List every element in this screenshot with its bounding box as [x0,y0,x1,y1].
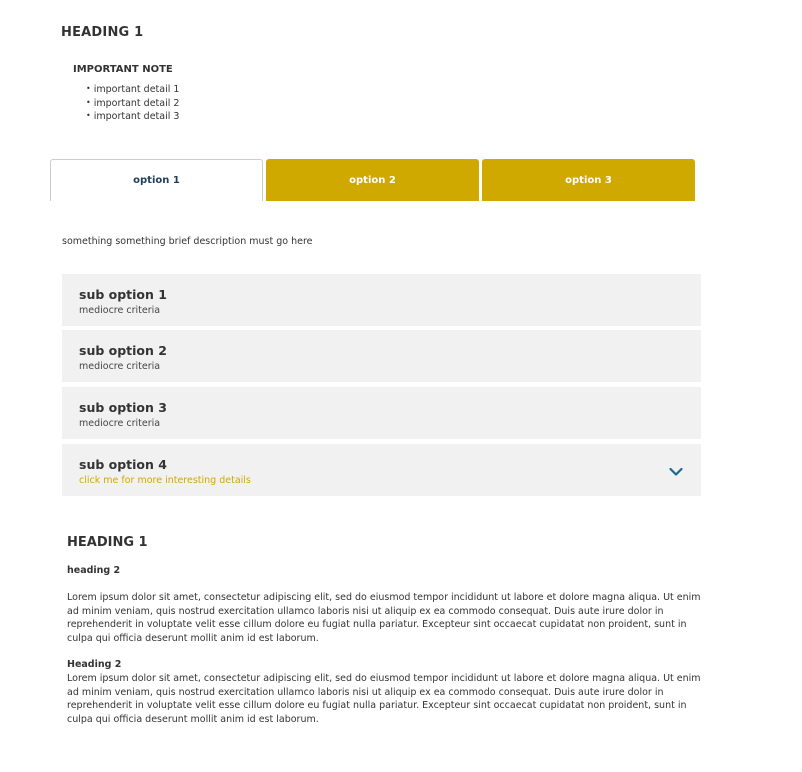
important-note-item: • important detail 3 [86,110,179,124]
sub-option-details-link[interactable]: click me for more interesting details [79,475,251,486]
chevron-down-icon[interactable] [669,462,683,472]
important-note-title: IMPORTANT NOTE [73,64,173,75]
sub-option-card-4[interactable] [62,444,701,496]
sub-option-subtitle: mediocre criteria [79,418,161,429]
sub-option-card-3[interactable] [62,387,701,439]
sub-option-title: sub option 3 [79,400,167,415]
content-subheading: heading 2 [67,565,121,576]
content-subheading: Heading 2 [67,659,122,670]
sub-option-title: sub option 2 [79,343,167,358]
tab-option-2[interactable]: option 2 [266,159,479,201]
content-heading: HEADING 1 [67,535,148,550]
sub-option-title: sub option 4 [79,457,167,472]
important-note-item: • important detail 2 [86,97,179,111]
sub-option-card-1[interactable] [62,274,701,326]
important-note-item: • important detail 1 [86,83,179,97]
important-note-list [86,83,179,124]
tab-description: something something brief description must go here [62,236,313,247]
content-paragraph: Lorem ipsum dolor sit amet, consectetur adipiscing elit, sed do eiusmod tempor incididunt ut labore et dolore magna aliqua. Ut enim ad minim veniam, quis nostrud exercitation ullamco laboris nisi ut aliquip ex ea commodo consequat. Duis aute irure dolor in reprehenderit in voluptate velit esse cillum dolore eu fugiat nulla pariatur. Excepteur sint occaecat cupidatat non proident, sunt in culpa qui officia deserunt mollit anim id est laborum. [67,673,701,725]
page-heading: HEADING 1 [61,25,144,40]
sub-option-title: sub option 1 [79,287,167,302]
tab-option-1[interactable]: option 1 [50,159,263,201]
sub-option-subtitle: mediocre criteria [79,305,161,316]
sub-option-card-2[interactable] [62,330,701,382]
sub-option-subtitle: mediocre criteria [79,361,161,372]
content-paragraph: Lorem ipsum dolor sit amet, consectetur adipiscing elit, sed do eiusmod tempor incididunt ut labore et dolore magna aliqua. Ut enim ad minim veniam, quis nostrud exercitation ullamco laboris nisi ut aliquip ex ea commodo consequat. Duis aute irure dolor in reprehenderit in voluptate velit esse cillum dolore eu fugiat nulla pariatur. Excepteur sint occaecat cupidatat non proident, sunt in culpa qui officia deserunt mollit anim id est laborum. [67,592,701,644]
tab-option-3[interactable]: option 3 [482,159,695,201]
